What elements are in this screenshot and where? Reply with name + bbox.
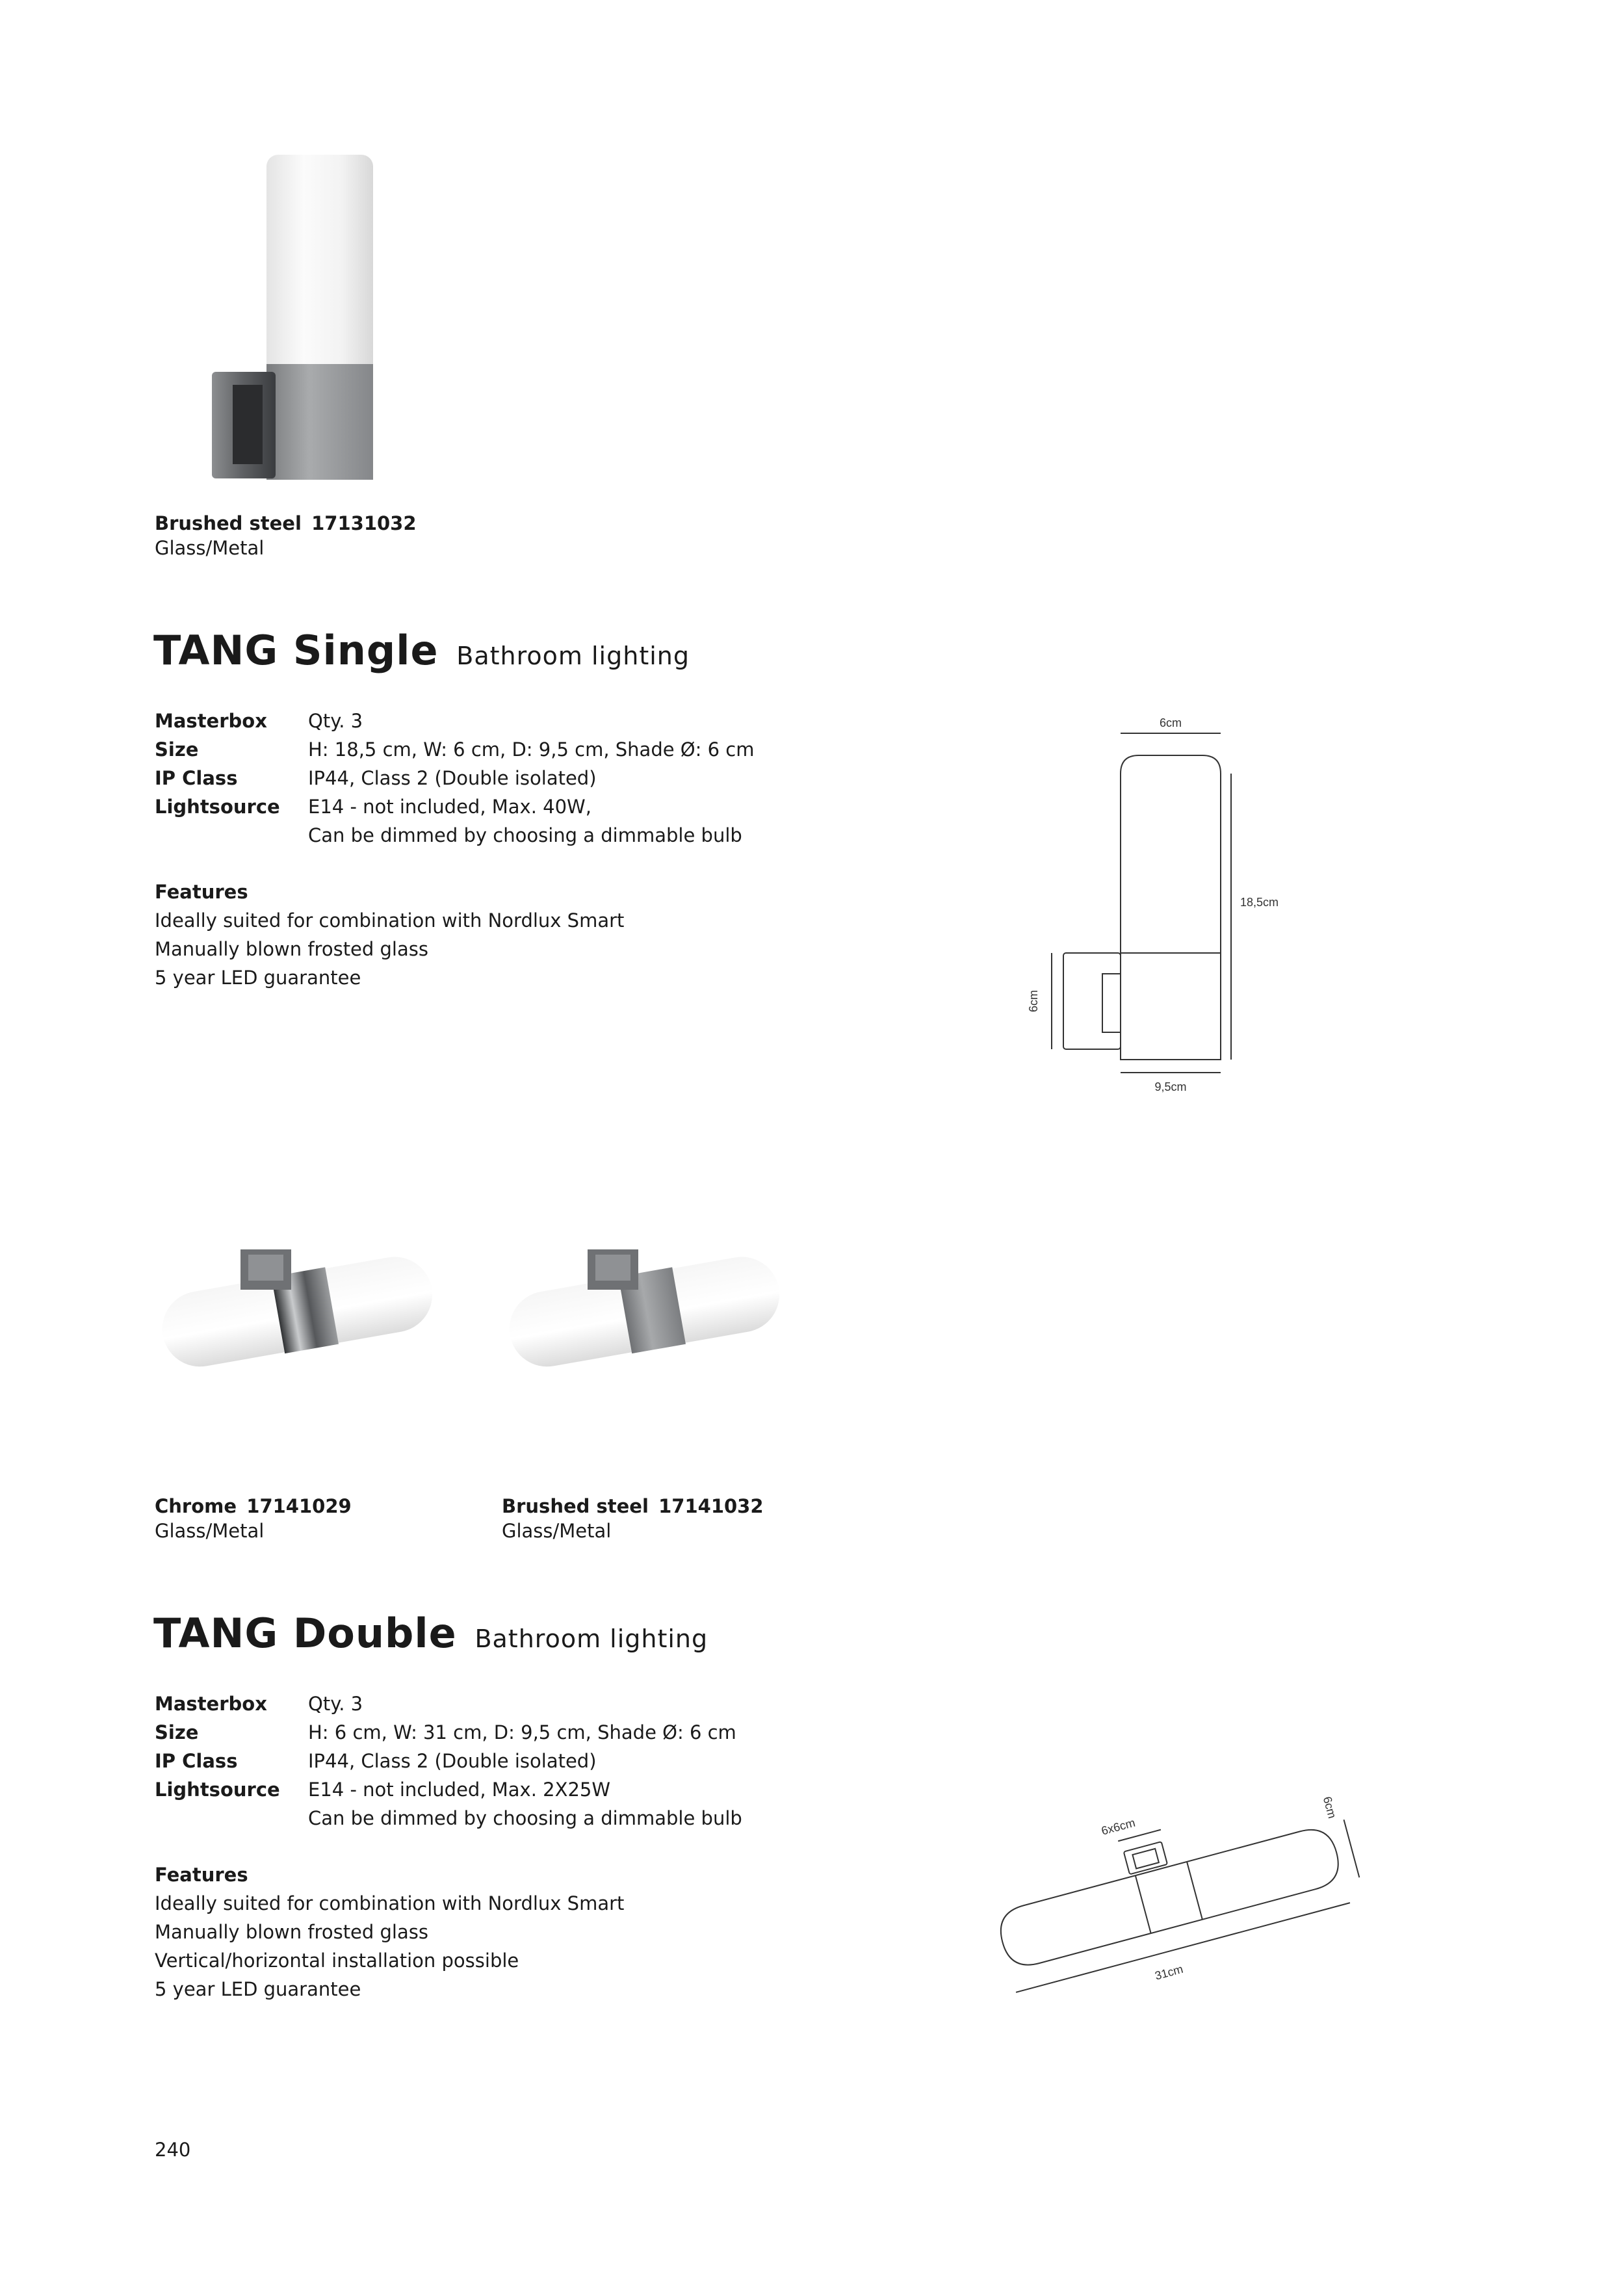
spec-row <box>155 792 754 821</box>
product-caption-brushed-steel <box>502 1494 764 1543</box>
dimension-diameter-label: 6cm <box>1320 1795 1339 1820</box>
feature-item: 5 year LED guarantee <box>155 967 361 989</box>
section-title-double <box>153 1611 708 1662</box>
product-caption-chrome <box>155 1494 352 1543</box>
spec-label: Masterbox <box>155 710 267 732</box>
product-finish: Brushed steel <box>155 512 302 534</box>
feature-item: 5 year LED guarantee <box>155 1978 361 2000</box>
spec-label: Size <box>155 738 199 761</box>
product-name: TANG Double <box>153 1610 457 1657</box>
spec-label <box>155 821 308 850</box>
spec-row <box>155 707 754 735</box>
spec-label: Lightsource <box>155 1779 280 1801</box>
spec-row <box>155 735 754 764</box>
spec-value: E14 - not included, Max. 2X25W <box>308 1779 611 1801</box>
spec-value: Can be dimmed by choosing a dimmable bulb <box>308 824 742 846</box>
feature-item: Manually blown frosted glass <box>155 1921 428 1943</box>
spec-row <box>155 1718 742 1747</box>
dimension-depth-label: 9,5cm <box>1154 1080 1187 1093</box>
dimension-bracket-label: 6x6cm <box>1100 1816 1137 1838</box>
spec-value: H: 6 cm, W: 31 cm, D: 9,5 cm, Shade Ø: 6 cm <box>308 1721 736 1743</box>
product-photo-double-chrome <box>147 1222 446 1391</box>
product-code: 17141029 <box>246 1495 352 1517</box>
spec-value: Qty. 3 <box>308 710 363 732</box>
dimension-width-label: 6cm <box>1159 716 1182 729</box>
product-finish: Chrome <box>155 1495 237 1517</box>
feature-item: Vertical/horizontal installation possible <box>155 1950 519 1972</box>
product-name: TANG Single <box>153 627 439 674</box>
spec-label: Size <box>155 1721 199 1743</box>
product-subtitle: Bathroom lighting <box>456 642 690 670</box>
feature-item: Manually blown frosted glass <box>155 938 428 960</box>
technical-drawing-single <box>1014 709 1313 1112</box>
features-heading: Features <box>155 881 248 903</box>
product-photo-single-brushed-steel <box>195 143 442 494</box>
spec-label: Masterbox <box>155 1693 267 1715</box>
spec-value: E14 - not included, Max. 40W, <box>308 796 591 818</box>
spec-row <box>155 1689 742 1718</box>
spec-label: Lightsource <box>155 796 280 818</box>
spec-table-double <box>155 1689 742 1833</box>
features-single <box>155 878 624 992</box>
spec-value: Qty. 3 <box>308 1693 363 1715</box>
spec-row <box>155 764 754 792</box>
spec-value: IP44, Class 2 (Double isolated) <box>308 767 597 789</box>
spec-table-single <box>155 707 754 850</box>
features-heading: Features <box>155 1864 248 1886</box>
spec-label: IP Class <box>155 767 238 789</box>
section-title-single <box>153 628 690 679</box>
spec-label: IP Class <box>155 1750 238 1772</box>
product-material: Glass/Metal <box>155 537 265 559</box>
product-subtitle: Bathroom lighting <box>474 1624 708 1653</box>
spec-value: H: 18,5 cm, W: 6 cm, D: 9,5 cm, Shade Ø: 6 cm <box>308 738 755 761</box>
spec-row <box>155 1747 742 1775</box>
spec-value: IP44, Class 2 (Double isolated) <box>308 1750 597 1772</box>
dimension-length-label: 31cm <box>1153 1962 1185 1983</box>
product-finish: Brushed steel <box>502 1495 649 1517</box>
spec-row <box>155 1804 742 1833</box>
product-code: 17141032 <box>658 1495 764 1517</box>
feature-item: Ideally suited for combination with Nordlux Smart <box>155 1892 625 1914</box>
product-material: Glass/Metal <box>155 1520 265 1542</box>
features-double <box>155 1860 624 2003</box>
feature-item: Ideally suited for combination with Nordlux Smart <box>155 909 625 932</box>
page-number: 240 <box>155 2139 191 2161</box>
spec-row <box>155 821 754 850</box>
product-caption-single <box>155 511 417 560</box>
spec-label <box>155 1804 308 1833</box>
dimension-height-label: 18,5cm <box>1240 896 1279 909</box>
product-code: 17131032 <box>311 512 417 534</box>
technical-drawing-double <box>975 1768 1378 2028</box>
dimension-bracket-label: 6cm <box>1027 989 1040 1013</box>
product-material: Glass/Metal <box>502 1520 612 1542</box>
product-photo-double-brushed-steel <box>494 1222 793 1391</box>
spec-row <box>155 1775 742 1804</box>
spec-value: Can be dimmed by choosing a dimmable bulb <box>308 1807 742 1829</box>
